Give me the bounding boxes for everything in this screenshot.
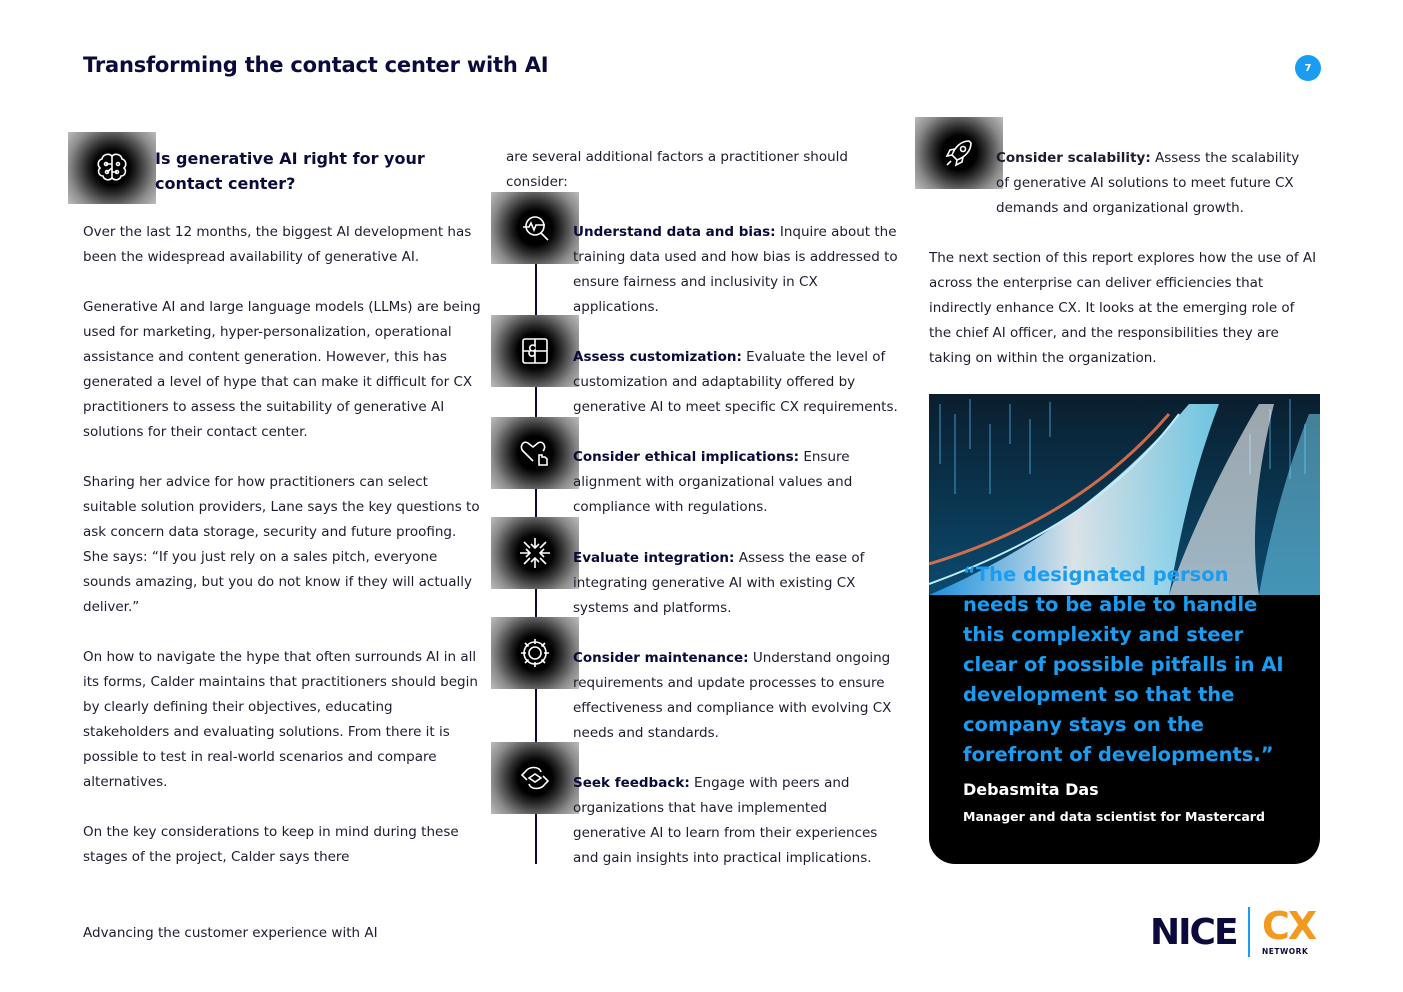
nice-logo: NICE xyxy=(1150,912,1237,953)
page-number-badge: 7 xyxy=(1295,55,1321,81)
cx-logo: CX xyxy=(1262,904,1316,948)
rocket-icon xyxy=(939,133,979,173)
page-title: Transforming the contact center with AI xyxy=(83,53,549,77)
column-one-body xyxy=(83,220,483,895)
section-heading xyxy=(155,146,445,196)
brain-icon xyxy=(92,148,132,188)
factor-item xyxy=(573,546,903,621)
logo-divider xyxy=(1248,907,1250,957)
factor-text: Engage with peers and organizations that have implemented generative AI to learn from their experiences and gain insights into practical implications. xyxy=(573,775,878,866)
paragraph: Over the last 12 months, the biggest AI development has been the widespread availability of generative AI. xyxy=(83,224,472,265)
factor-title: Understand data and bias: xyxy=(573,224,776,240)
factor-item xyxy=(573,345,903,420)
rocket-icon-box xyxy=(915,117,1003,189)
section-heading-line1: Is generative AI right for your xyxy=(155,149,425,168)
factor-text: Understand ongoing requirements and update processes to ensure effectiveness and compliance with evolving CX needs and standards. xyxy=(573,650,892,741)
column-two-intro: are several additional factors a practitioner should consider: xyxy=(506,149,848,190)
factor-item xyxy=(996,146,1316,221)
gear-icon-box xyxy=(491,617,579,689)
factor-text: Inquire about the training data used and how bias is addressed to ensure fairness and inclusivity in CX applications. xyxy=(573,224,898,315)
paragraph: Sharing her advice for how practitioners can select suitable solution providers, Lane says the key questions to ask concern data storage, security and future proofing. She says: “If you just rely on a sales pitch, everyone sounds amazing, but you do not know if they will actually deliver.” xyxy=(83,474,480,615)
handshake-icon-box xyxy=(491,742,579,814)
factor-item xyxy=(573,771,903,871)
heart-hand-icon-box xyxy=(491,417,579,489)
factor-title: Consider maintenance: xyxy=(573,650,749,666)
footer-text: Advancing the customer experience with AI xyxy=(83,925,378,941)
gear-icon xyxy=(515,633,555,673)
factor-text: Evaluate the level of customization and adaptability offered by generative AI to meet specific CX requirements. xyxy=(573,349,898,415)
paragraph: Generative AI and large language models (LLMs) are being used for marketing, hyper-personalization, operational assistance and content generation. However, this has generated a level of hype that can make it difficult for CX practitioners to assess the suitability of generative AI solutions for their contact center. xyxy=(83,299,481,440)
puzzle-icon xyxy=(515,331,555,371)
factor-title: Evaluate integration: xyxy=(573,550,735,566)
puzzle-icon-box xyxy=(491,315,579,387)
converge-arrows-icon xyxy=(515,533,555,573)
handshake-icon xyxy=(515,758,555,798)
factor-item xyxy=(573,445,903,520)
magnify-chart-icon xyxy=(515,208,555,248)
brain-icon-box xyxy=(68,132,156,204)
paragraph: On how to navigate the hype that often surrounds AI in all its forms, Calder maintains that practitioners should begin by clearly defining their objectives, educating stakeholders and evaluating solutions. From there it is possible to test in real-world scenarios and compare alternatives. xyxy=(83,649,478,790)
quote-author: Debasmita Das xyxy=(963,780,1099,799)
magnify-chart-icon-box xyxy=(491,192,579,264)
cx-network-label: NETWORK xyxy=(1262,947,1309,956)
converge-arrows-icon-box xyxy=(491,517,579,589)
factor-item xyxy=(573,220,903,320)
paragraph: On the key considerations to keep in mind during these stages of the project, Calder says there xyxy=(83,824,459,865)
quote-text: “The designated person needs to be able to handle this complexity and steer clear of possible pitfalls in AI development so that the company stays on the forefront of developments.” xyxy=(963,563,1284,766)
column-three-paragraph: The next section of this report explores how the use of AI across the enterprise can deliver efficiencies that indirectly enhance CX. It looks at the emerging role of the chief AI officer, and the responsibilities they are taking on within the organization. xyxy=(929,250,1317,366)
factor-text: Assess the scalability of generative AI solutions to meet future CX demands and organizational growth. xyxy=(996,150,1300,216)
factor-text: Assess the ease of integrating generative AI with existing CX systems and platforms. xyxy=(573,550,865,616)
section-heading-line2: contact center? xyxy=(155,174,296,193)
heart-hand-icon xyxy=(515,433,555,473)
factor-text: Ensure alignment with organizational values and compliance with regulations. xyxy=(573,449,853,515)
factor-title: Consider ethical implications: xyxy=(573,449,800,465)
factor-item xyxy=(573,646,903,746)
quote-card xyxy=(929,394,1320,864)
factor-title: Consider scalability: xyxy=(996,150,1151,166)
quote-author-role: Manager and data scientist for Mastercard xyxy=(963,809,1265,824)
factor-title: Assess customization: xyxy=(573,349,742,365)
factor-title: Seek feedback: xyxy=(573,775,690,791)
